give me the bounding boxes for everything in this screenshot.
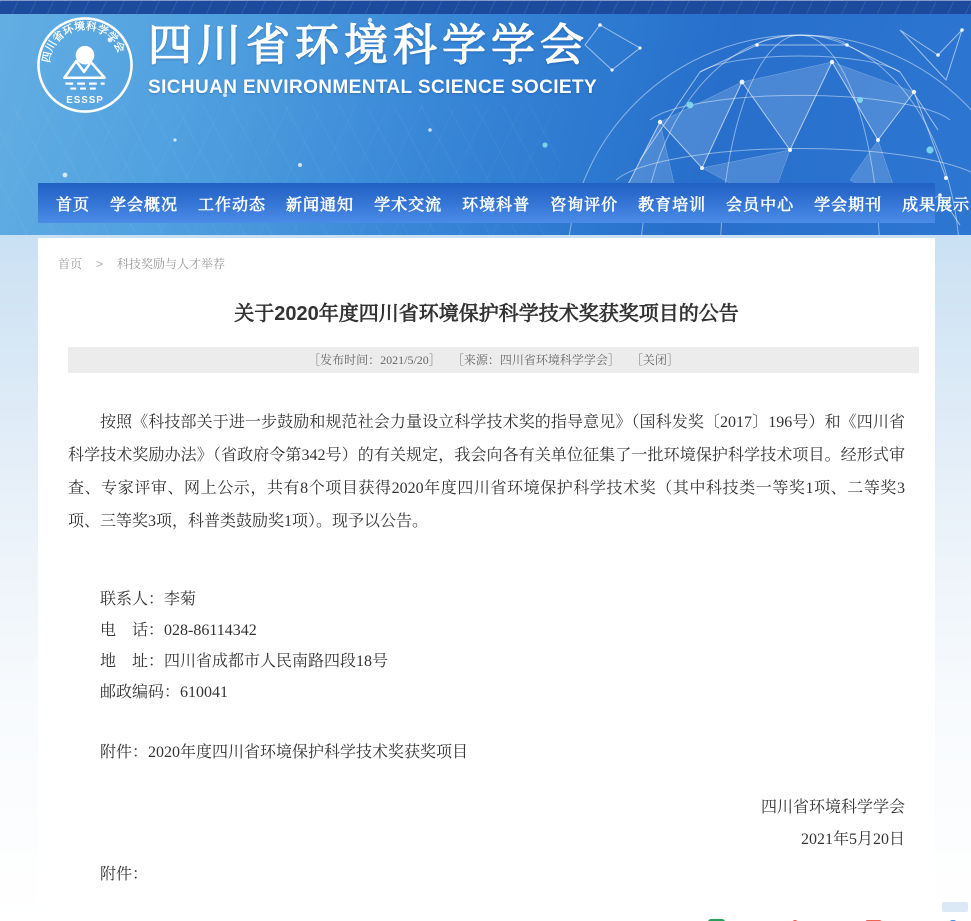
nav-item-env-science[interactable]: 环境科普 [462,196,531,214]
close-link[interactable]: ［关闭］ [630,353,679,367]
nav-item-work-updates[interactable]: 工作动态 [198,196,267,214]
article-source: ［来源：四川省环境科学学会］ [451,353,620,367]
attachment-label: 附件： [100,866,149,883]
contact-address: 地 址：四川省成都市人民南路四段18号 [100,653,389,670]
footer-strip [0,912,971,921]
nav-item-consulting[interactable]: 咨询评价 [550,196,619,214]
breadcrumb-separator: > [96,256,104,271]
announcement-paragraph: 按照《科技部关于进一步鼓励和规范社会力量设立科学技术奖的指导意见》（国科发奖〔2017〕196号）和《四川省科学技术奖励办法》（省政府令第342号）的有关规定，我会向各有关单位征集了一批环境保护科学技术项目。经形式审查、专家评审、网上公示，共有8个项目获得2020年度四川省环境保护科学技术奖（其中科技类一等奖1项、二等奖3项、三等奖3项，科普类鼓励奖1项）。现予以公告。 [68,414,905,530]
scrollbar-fragment [942,902,968,912]
top-navy-strip [0,0,971,14]
nav-item-home[interactable]: 首页 [56,196,91,214]
breadcrumb-current-link[interactable]: 科技奖励与人才举荐 [117,257,226,271]
signature-org: 四川省环境科学学会 [760,799,905,816]
content-card [38,238,935,912]
breadcrumb-home-link[interactable]: 首页 [58,257,83,271]
brand-block [36,16,597,114]
nav-item-member-center[interactable]: 会员中心 [726,196,795,214]
contact-postcode: 邮政编码：610041 [100,684,229,701]
org-name-chinese: 四川省环境科学学会 [148,21,589,70]
signature-block [68,792,905,856]
nav-item-journal[interactable]: 学会期刊 [814,196,883,214]
nav-item-news-notices[interactable]: 新闻通知 [286,196,355,214]
contact-phone: 电 话：028-86114342 [100,622,257,639]
society-logo[interactable] [36,16,134,114]
nav-item-achievements[interactable]: 成果展示 [902,196,971,214]
nav-item-academic-exchange[interactable]: 学术交流 [374,196,443,214]
logo-ring-text: 四川省环境科学学会 [40,20,127,64]
brand-text [148,16,597,99]
contact-person: 联系人：李菊 [100,591,197,608]
org-name-english: SICHUAN ENVIRONMENTAL SCIENCE SOCIETY [148,76,598,98]
article-title: 关于2020年度四川省环境保护科学技术奖获奖项目的公告 [234,303,739,325]
nav-item-education-training[interactable]: 教育培训 [638,196,707,214]
article-meta-bar [68,347,919,373]
contact-block [100,584,905,708]
publish-time: ［发布时间：2021/5/20］ [308,353,441,367]
article-body [68,406,905,891]
breadcrumb [38,238,935,272]
main-nav [38,183,971,223]
signature-date: 2021年5月20日 [800,831,905,848]
logo-acronym: ESSSP [66,95,104,107]
attachment-line: 附件：2020年度四川省环境保护科学技术奖获奖项目 [100,744,469,761]
nav-item-society-overview[interactable]: 学会概况 [110,196,179,214]
